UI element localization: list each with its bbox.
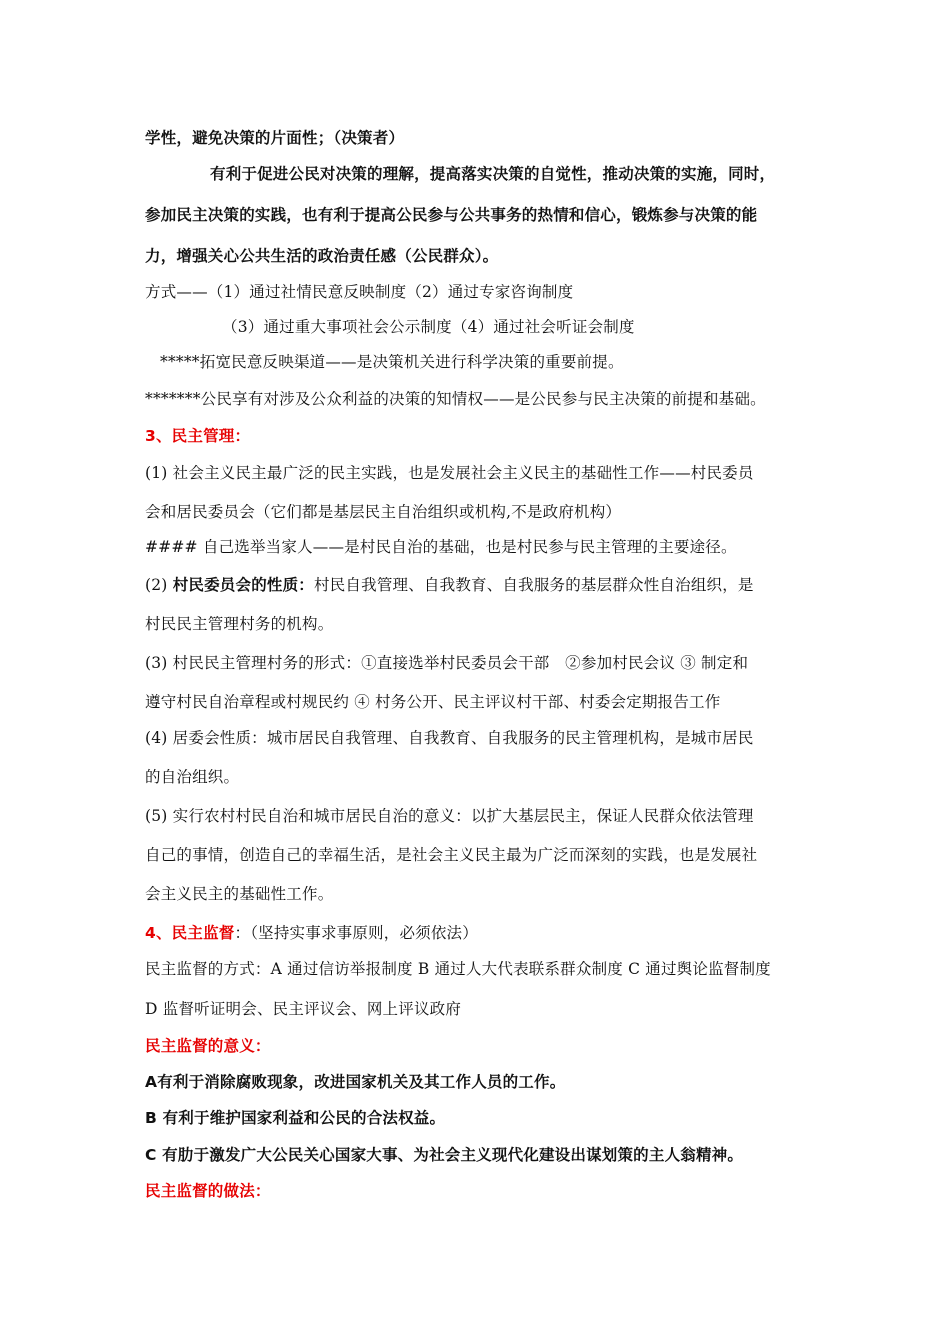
text-line: 民主监督的方式：A 通过信访举报制度 B 通过人大代表联系群众制度 C 通过舆论监督制度 bbox=[145, 960, 771, 978]
text-line: #### 自己选举当家人——是村民自治的基础，也是村民参与民主管理的主要途径。 bbox=[145, 538, 737, 556]
text-line: 学性，避免决策的片面性；（决策者） bbox=[145, 129, 405, 147]
item-number: (2) bbox=[145, 576, 168, 594]
text-line: 参加民主决策的实践，也有利于提高公民参与公共事务的热情和信心，锻炼参与决策的能 bbox=[145, 206, 758, 224]
text-line: C 有肋于激发广大公民关心国家大事、为社会主义现代化建设出谋划策的主人翁精神。 bbox=[145, 1146, 744, 1164]
text-line: 村民民主管理村务的机构。 bbox=[145, 615, 334, 633]
section-heading: 民主监督的做法： bbox=[145, 1182, 271, 1200]
text-run: ：（坚持实事求事原则，必须依法） bbox=[234, 924, 478, 942]
text-run: 村民自我管理、自我教育、自我服务的基层群众性自治组织，是 bbox=[314, 576, 754, 594]
text-line: 会和居民委员会（它们都是基层民主自治组织或机构,不是政府机构） bbox=[145, 503, 622, 521]
bold-term: 村民委员会的性质： bbox=[172, 576, 315, 594]
text-line: (5) 实行农村村民自治和城市居民自治的意义：以扩大基层民主，保证人民群众依法管理 bbox=[145, 807, 754, 825]
section-heading: 4、民主监督 bbox=[145, 924, 235, 942]
text-line: (1) 社会主义民主最广泛的民主实践，也是发展社会主义民主的基础性工作——村民委员 bbox=[145, 464, 754, 482]
text-line: 的自治组织。 bbox=[145, 768, 240, 786]
text-line: 有利于促进公民对决策的理解，提高落实决策的自觉性，推动决策的实施，同时， bbox=[210, 165, 776, 183]
text-line: （3）通过重大事项社会公示制度（4）通过社会听证会制度 bbox=[222, 318, 635, 336]
text-line: D 监督听证明会、民主评议会、网上评议政府 bbox=[145, 1000, 462, 1018]
text-line: B 有利于维护国家利益和公民的合法权益。 bbox=[145, 1109, 446, 1127]
text-line bbox=[145, 574, 754, 596]
text-line: 会主义民主的基础性工作。 bbox=[145, 885, 334, 903]
text-line: 方式——（1）通过社情民意反映制度（2）通过专家咨询制度 bbox=[145, 283, 574, 301]
text-line: A有利于消除腐败现象，改进国家机关及其工作人员的工作。 bbox=[145, 1073, 566, 1091]
text-line: (3) 村民民主管理村务的形式：①直接选举村民委员会干部 ②参加村民会议 ③ 制定和 bbox=[145, 654, 749, 672]
text-line: (4) 居委会性质：城市居民自我管理、自我教育、自我服务的民主管理机构，是城市居民 bbox=[145, 729, 754, 747]
text-line: 遵守村民自治章程或村规民约 ④ 村务公开、民主评议村干部、村委会定期报告工作 bbox=[145, 693, 721, 711]
text-line: 自己的事情，创造自己的幸福生活，是社会主义民主最为广泛而深刻的实践，也是发展社 bbox=[145, 846, 758, 864]
text-line: 力，增强关心公共生活的政治责任感（公民群众）。 bbox=[145, 247, 499, 265]
section-heading: 3、民主管理： bbox=[145, 427, 251, 445]
text-line: *******公民享有对涉及公众利益的决策的知情权——是公民参与民主决策的前提和基础。 bbox=[145, 390, 766, 408]
section-heading: 民主监督的意义： bbox=[145, 1037, 271, 1055]
text-line bbox=[145, 922, 478, 944]
text-line: *****拓宽民意反映渠道——是决策机关进行科学决策的重要前提。 bbox=[160, 353, 624, 371]
